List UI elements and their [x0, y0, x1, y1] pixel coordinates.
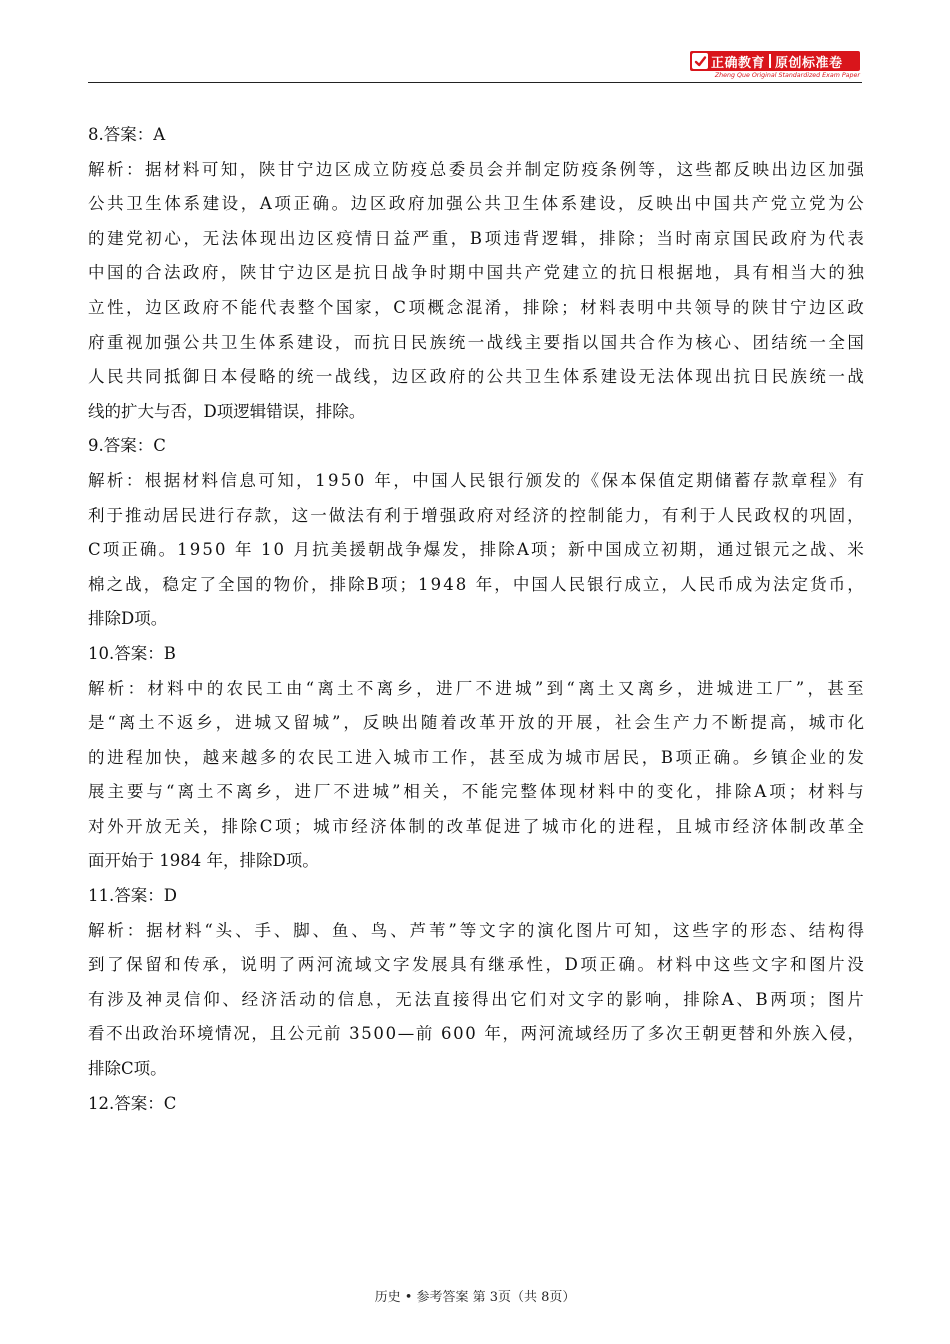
explanation-line: 到 了 保 留 和 传 承 ， 说 明 了 两 河 流 域 文 字 发 展 具 有 继 承 性 ， D 项 正 确 。 材 料 中 这 些 文 字 和 图 片 没 [88, 955, 864, 975]
logo-divider [769, 54, 771, 68]
logo-badge [690, 51, 860, 71]
logo-subtitle: Zheng Que Original Standardized Exam Paper [714, 72, 860, 79]
answer-heading: 11.答案：D [88, 886, 177, 906]
header-logo [690, 51, 860, 79]
explanation-line: 的 建 党 初 心 ， 无 法 体 现 出 边 区 疫 情 日 益 严 重 ， B 项 违 背 逻 辑 ， 排 除 ； 当 时 南 京 国 民 政 府 为 代 表 [88, 228, 864, 248]
explanation-line: 排除C项。 [88, 1059, 167, 1079]
explanation-line: C 项 正 确 。 1 9 5 0 年 1 0 月 抗 美 援 朝 战 争 爆 发 ， 排 除 A 项 ； 新 中 国 成 立 初 期 ， 通 过 银 元 之 战 、 米 [88, 540, 864, 560]
explanation-line: 面开始于 1984 年，排除D项。 [88, 851, 319, 871]
answer-content [88, 118, 864, 1121]
explanation-line: 解 析 ： 据 材 料 “ 头 、 手 、 脚 、 鱼 、 鸟 、 芦 苇 ” 等 文 字 的 演 化 图 片 可 知 ， 这 些 字 的 形 态 、 结 构 得 [88, 920, 864, 940]
explanation-line: 棉 之 战 ， 稳 定 了 全 国 的 物 价 ， 排 除 B 项 ； 1 9 4 8 年 ， 中 国 人 民 银 行 成 立 ， 人 民 币 成 为 法 定 货 币 ， [88, 574, 864, 594]
explanation-line: 立 性 ， 边 区 政 府 不 能 代 表 整 个 国 家 ， C 项 概 念 混 淆 ， 排 除 ； 材 料 表 明 中 共 领 导 的 陕 甘 宁 边 区 政 [88, 297, 864, 317]
explanation-line: 展 主 要 与 “ 离 土 不 离 乡 ， 进 厂 不 进 城 ” 相 关 ， 不 能 完 整 体 现 材 料 中 的 变 化 ， 排 除 A 项 ； 材 料 与 [88, 782, 864, 802]
explanation-line: 的 进 程 加 快 ， 越 来 越 多 的 农 民 工 进 入 城 市 工 作 ， 甚 至 成 为 城 市 居 民 ， B 项 正 确 。 乡 镇 企 业 的 发 [88, 747, 864, 767]
explanation-line: 公 共 卫 生 体 系 建 设 ， A 项 正 确 。 边 区 政 府 加 强 公 共 卫 生 体 系 建 设 ， 反 映 出 中 国 共 产 党 立 党 为 公 [88, 194, 864, 214]
answer-heading: 12.答案：C [88, 1093, 177, 1113]
logo-tag: 原创标准卷 [775, 55, 843, 71]
explanation-line: 对 外 开 放 无 关 ， 排 除 C 项 ； 城 市 经 济 体 制 的 改 革 促 进 了 城 市 化 的 进 程 ， 且 城 市 经 济 体 制 改 革 全 [88, 816, 864, 836]
logo-brand: 正确教育 [711, 55, 766, 71]
explanation-line: 看 不 出 政 治 环 境 情 况 ， 且 公 元 前 3 5 0 0 — 前 6 0 0 年 ， 两 河 流 域 经 历 了 多 次 王 朝 更 替 和 外 族 入 侵 ， [88, 1024, 864, 1044]
checkmark-icon [692, 53, 708, 69]
explanation-line: 解 析 ： 根 据 材 料 信 息 可 知 ， 1 9 5 0 年 ， 中 国 人 民 银 行 颁 发 的 《 保 本 保 值 定 期 储 蓄 存 款 章 程 》 有 [88, 470, 864, 490]
explanation-line: 是 “ 离 土 不 返 乡 ， 进 城 又 留 城 ” ， 反 映 出 随 着 改 革 开 放 的 开 展 ， 社 会 生 产 力 不 断 提 高 ， 城 市 化 [88, 713, 864, 733]
explanation-line: 解 析 ： 材 料 中 的 农 民 工 由 “ 离 土 不 离 乡 ， 进 厂 不 进 城 ” 到 “ 离 土 又 离 乡 ， 进 城 进 工 厂 ” ， 甚 至 [88, 678, 864, 698]
page-footer: 历史 • 参考答案 第 3页（共 8页） [374, 1290, 576, 1305]
explanation-line: 人 民 共 同 抵 御 日 本 侵 略 的 统 一 战 线 ， 边 区 政 府 的 公 共 卫 生 体 系 建 设 无 法 体 现 出 抗 日 民 族 统 一 战 [88, 367, 864, 387]
explanation-line: 有 涉 及 神 灵 信 仰 、 经 济 活 动 的 信 息 ， 无 法 直 接 得 出 它 们 对 文 字 的 影 响 ， 排 除 A 、 B 两 项 ； 图 片 [88, 989, 864, 1009]
answer-heading: 10.答案：B [88, 643, 176, 663]
explanation-line: 中 国 的 合 法 政 府 ， 陕 甘 宁 边 区 是 抗 日 战 争 时 期 中 国 共 产 党 建 立 的 抗 日 根 据 地 ， 具 有 相 当 大 的 独 [88, 263, 864, 283]
header-divider [88, 82, 862, 83]
explanation-line: 利 于 推 动 居 民 进 行 存 款 ， 这 一 做 法 有 利 于 增 强 政 府 对 经 济 的 控 制 能 力 ， 有 利 于 人 民 政 权 的 巩 固 ， [88, 505, 864, 525]
answer-heading: 9.答案：C [88, 436, 166, 456]
explanation-line: 府 重 视 加 强 公 共 卫 生 体 系 建 设 ， 而 抗 日 民 族 统 一 战 线 主 要 指 以 国 共 合 作 为 核 心 、 团 结 统 一 全 国 [88, 332, 864, 352]
explanation-line: 排除D项。 [88, 609, 168, 629]
answer-heading: 8.答案：A [88, 125, 166, 144]
explanation-line: 线的扩大与否，D项逻辑错误，排除。 [88, 401, 366, 421]
explanation-line: 解 析 ： 据 材 料 可 知 ， 陕 甘 宁 边 区 成 立 防 疫 总 委 员 会 并 制 定 防 疫 条 例 等 ， 这 些 都 反 映 出 边 区 加 强 [88, 159, 864, 179]
